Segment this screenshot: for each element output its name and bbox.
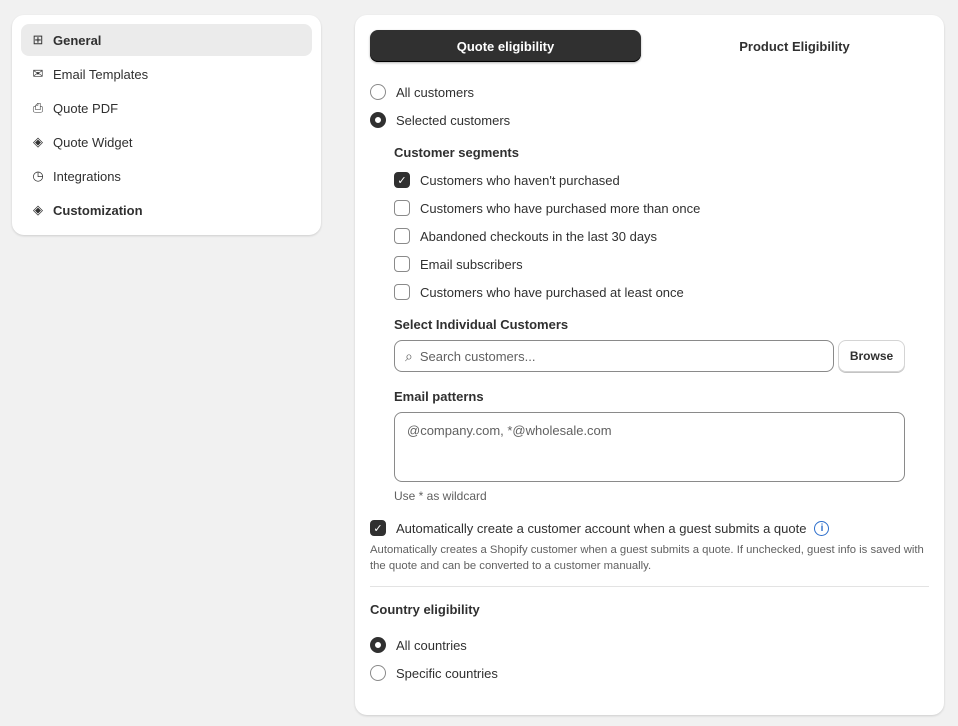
- email-patterns-textarea[interactable]: @company.com, *@wholesale.com: [394, 412, 905, 482]
- printer-icon: ⎙: [32, 100, 44, 115]
- individual-heading: Select Individual Customers: [394, 317, 569, 332]
- search-placeholder: Search customers...: [419, 348, 536, 364]
- checkbox-label: Email subscribers: [420, 256, 523, 272]
- radio-circle: [370, 112, 386, 128]
- divider: [370, 586, 929, 587]
- segment-checkbox[interactable]: [394, 256, 523, 272]
- search-icon: ⌕: [405, 347, 413, 364]
- segment-checkbox[interactable]: [394, 284, 684, 300]
- radio-selected-customers[interactable]: [370, 112, 510, 128]
- checkbox-label: Customers who have purchased at least once: [420, 284, 684, 300]
- segments-heading: Customer segments: [394, 145, 519, 160]
- segment-checkbox[interactable]: [394, 228, 657, 244]
- settings-panel: [355, 15, 944, 715]
- sidebar-item-customization[interactable]: ◈ Customization: [21, 194, 312, 226]
- country-heading: Country eligibility: [370, 602, 480, 617]
- search-customers-input[interactable]: [394, 340, 834, 372]
- checkbox-box: [394, 256, 410, 272]
- radio-specific-countries[interactable]: [370, 665, 498, 681]
- tab-product-eligibility[interactable]: Product Eligibility: [739, 38, 850, 54]
- paint-icon: ◈: [33, 134, 43, 149]
- radio-circle: [370, 637, 386, 653]
- sidebar-item-quote-pdf[interactable]: ⎙ Quote PDF: [21, 92, 312, 124]
- wildcard-help: Use * as wildcard: [394, 489, 487, 503]
- paint-icon: ◈: [33, 202, 43, 217]
- info-icon[interactable]: i: [814, 521, 829, 536]
- radio-all-countries[interactable]: [370, 637, 467, 653]
- auto-account-help: Automatically creates a Shopify customer when a guest submits a quote. If unchecked, guest info is saved with the quote and can be converted to a customer manually.: [370, 544, 924, 572]
- radio-label: Selected customers: [396, 112, 511, 128]
- auto-account-checkbox[interactable]: [370, 520, 829, 536]
- sidebar: [12, 15, 321, 235]
- check-icon: ✓: [370, 520, 386, 536]
- check-icon: ✓: [394, 172, 410, 188]
- checkbox-label: Customers who haven't purchased: [420, 172, 620, 188]
- radio-label: Specific countries: [396, 665, 498, 681]
- sidebar-item-email-templates[interactable]: ✉ Email Templates: [21, 58, 312, 90]
- segment-checkbox[interactable]: [394, 172, 620, 188]
- tab-quote-eligibility[interactable]: Quote eligibility: [370, 30, 641, 62]
- radio-label: All countries: [396, 637, 467, 653]
- browse-button[interactable]: Browse: [838, 340, 905, 372]
- checkbox-label: Customers who have purchased more than once: [420, 200, 701, 216]
- segment-checkbox[interactable]: [394, 200, 700, 216]
- clock-icon: ◷: [32, 168, 44, 183]
- apps-icon: ⊞: [32, 32, 44, 47]
- checkbox-box: [394, 284, 410, 300]
- checkbox-box: [394, 200, 410, 216]
- radio-circle: [370, 665, 386, 681]
- radio-label: All customers: [396, 84, 475, 100]
- sidebar-item-integrations[interactable]: ◷ Integrations: [21, 160, 312, 192]
- email-patterns-heading: Email patterns: [394, 389, 484, 404]
- checkbox-label: Automatically create a customer account when a guest submits a quote: [396, 520, 807, 536]
- radio-circle: [370, 84, 386, 100]
- checkbox-label: Abandoned checkouts in the last 30 days: [420, 228, 658, 244]
- sidebar-item-general[interactable]: ⊞ General: [21, 24, 312, 56]
- sidebar-item-quote-widget[interactable]: ◈ Quote Widget: [21, 126, 312, 158]
- checkbox-box: [394, 228, 410, 244]
- radio-all-customers[interactable]: [370, 84, 474, 100]
- email-icon: ✉: [32, 66, 44, 81]
